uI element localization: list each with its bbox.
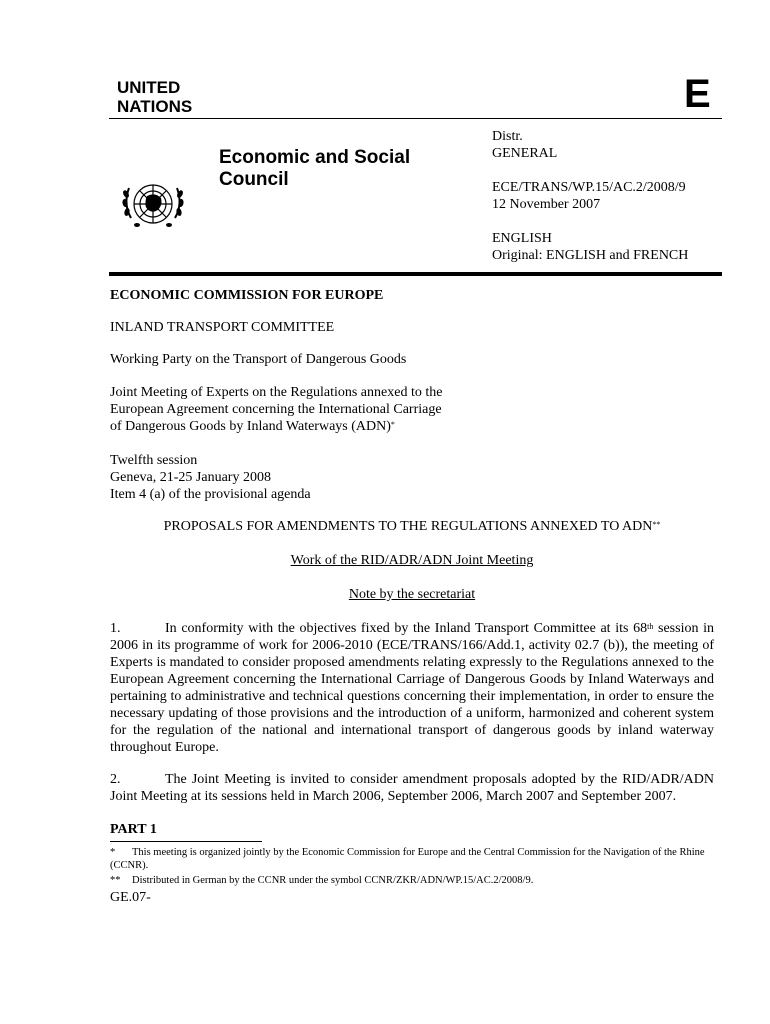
joint-meeting-line1: Joint Meeting of Experts on the Regulations annexed to the — [110, 385, 443, 400]
paragraph-2-number: 2. — [110, 772, 121, 787]
agenda-item: Item 4 (a) of the provisional agenda — [110, 487, 311, 502]
council-line2: Council — [219, 169, 289, 190]
un-emblem-icon — [117, 174, 189, 238]
language-letter: E — [684, 72, 711, 116]
document-code: GE.07- — [110, 890, 151, 905]
joint-meeting-line3: of Dangerous Goods by Inland Waterways (ADN)* — [110, 419, 395, 434]
org-name — [117, 78, 192, 116]
committee-name: INLAND TRANSPORT COMMITTEE — [110, 320, 335, 335]
working-party-heading — [110, 351, 714, 368]
footnote-ref-1: * — [390, 420, 395, 429]
document-date: 12 November 2007 — [492, 197, 601, 212]
distr-label: Distr. — [492, 129, 523, 144]
working-party-name: Working Party on the Transport of Dangerous Goods — [110, 352, 407, 367]
commission-heading — [110, 287, 714, 304]
joint-meeting-line2: European Agreement concerning the International Carriage — [110, 402, 442, 417]
original-language: Original: ENGLISH and FRENCH — [492, 248, 689, 263]
paragraph-1-number: 1. — [110, 621, 121, 636]
session-block — [110, 452, 714, 503]
org-name-line2: NATIONS — [117, 97, 193, 116]
distr-general: GENERAL — [492, 146, 558, 161]
note-title: Note by the secretariat — [348, 587, 476, 602]
joint-meeting-heading — [110, 384, 714, 435]
header-thick-rule — [109, 272, 722, 276]
commission-name: ECONOMIC COMMISSION FOR EUROPE — [110, 288, 384, 303]
part-heading: PART 1 — [110, 822, 157, 837]
council-name — [219, 147, 410, 191]
proposals-title: PROPOSALS FOR AMENDMENTS TO THE REGULATIONS ANNEXED TO ADN** — [163, 519, 661, 534]
session-place-date: Geneva, 21-25 January 2008 — [110, 470, 271, 485]
header-rule — [109, 118, 722, 119]
document-language: ENGLISH — [492, 231, 552, 246]
session-name: Twelfth session — [110, 453, 198, 468]
footnote-1: * This meeting is organized jointly by the Economic Commission for Europe and the Central Commission for the Navigation of the Rhine (CCNR). — [110, 847, 705, 871]
distribution-block — [492, 128, 688, 264]
committee-heading — [110, 319, 714, 336]
footnote-ref-2: ** — [652, 520, 661, 529]
paragraph-2: 2. The Joint Meeting is invited to consider amendment proposals adopted by the RID/ADR/ADN Joint Meeting at its sessions held in March 2006, September 2006, March 2007 and September 2007. — [110, 772, 714, 804]
footnote-2: ** Distributed in German by the CCNR under the symbol CCNR/ZKR/ADN/WP.15/AC.2/2008/9. — [110, 875, 534, 886]
work-title: Work of the RID/ADR/ADN Joint Meeting — [290, 553, 534, 568]
council-line1: Economic and Social — [219, 147, 411, 168]
footnote-rule — [110, 841, 262, 842]
org-name-line1: UNITED — [117, 78, 181, 97]
document-symbol: ECE/TRANS/WP.15/AC.2/2008/9 — [492, 180, 686, 195]
paragraph-1: 1. In conformity with the objectives fixed by the Inland Transport Committee at its 68th session in 2006 in its programme of work for 2006-2010 (ECE/TRANS/166/Add.1, activity 02.7 (b)), the meeting of Experts is mandated to consider proposed amendments relating expressly to the Regulations annexed to the European Agreement concerning the International Carriage of Dangerous Goods by Inland Waterways and pertaining to administrative and technical questions concerning their implementation, in order to ensure the necessary updating of those provisions and the introduction of a uniform, harmonized and coherent system for the regulation of the national and international transport of dangerous goods by inland waterway throughout Europe. — [110, 621, 715, 755]
